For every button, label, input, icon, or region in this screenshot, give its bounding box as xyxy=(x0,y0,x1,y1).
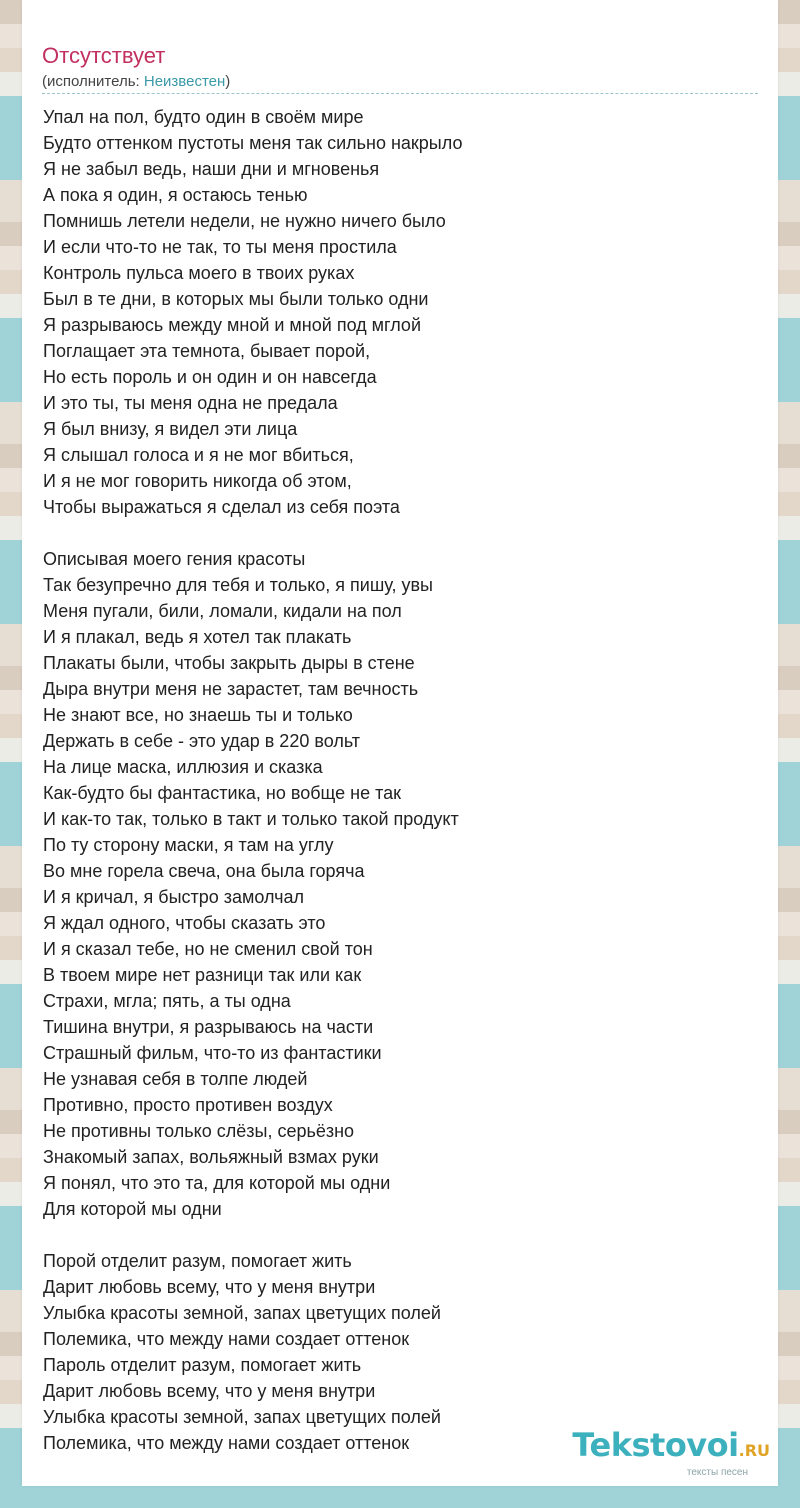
lyric-line: Не противны только слёзы, серьёзно xyxy=(43,1121,355,1141)
lyric-line: Держать в себе - это удар в 220 вольт xyxy=(43,731,361,751)
lyric-line: Полемика, что между нами создает оттенок xyxy=(43,1433,410,1453)
lyric-line: Я ждал одного, чтобы сказать это xyxy=(43,913,326,933)
lyric-line: Как-будто бы фантастика, но вобще не так xyxy=(43,783,402,803)
lyric-line: Дыра внутри меня не зарастет, там вечность xyxy=(43,679,419,699)
lyrics-card xyxy=(22,0,778,1486)
lyric-line: Помнишь летели недели, не нужно ничего было xyxy=(43,211,446,231)
lyric-line: Полемика, что между нами создает оттенок xyxy=(43,1329,410,1349)
lyric-line: В твоем мире нет разници так или как xyxy=(43,965,362,985)
logo-tagline: тексты песен xyxy=(686,1467,748,1478)
site-logo[interactable] xyxy=(572,1428,770,1478)
lyric-line: А пока я один, я остаюсь тенью xyxy=(43,185,308,205)
song-title: Отсутствует xyxy=(42,43,166,68)
lyric-line: Контроль пульса моего в твоих руках xyxy=(43,263,355,283)
lyric-line: И я сказал тебе, но не сменил свой тон xyxy=(43,939,373,959)
lyric-line: Описывая моего гения красоты xyxy=(43,549,306,569)
lyric-line: Будто оттенком пустоты меня так сильно накрыло xyxy=(43,133,463,153)
lyric-line: Знакомый запах, вольяжный взмах руки xyxy=(43,1147,379,1167)
lyric-line: Чтобы выражаться я сделал из себя поэта xyxy=(43,497,400,517)
lyric-line: Дарит любовь всему, что у меня внутри xyxy=(43,1277,376,1297)
lyric-line: Тишина внутри, я разрываюсь на части xyxy=(43,1017,374,1037)
lyric-line: И как-то так, только в такт и только такой продукт xyxy=(43,809,459,829)
lyric-line: Плакаты были, чтобы закрыть дыры в стене xyxy=(43,653,415,673)
lyric-line: Я разрываюсь между мной и мной под мглой xyxy=(43,315,421,335)
lyric-line: Страшный фильм, что-то из фантастики xyxy=(43,1043,382,1063)
lyric-line: Порой отделит разум, помогает жить xyxy=(43,1251,352,1271)
lyric-line: Так безупречно для тебя и только, я пишу, увы xyxy=(43,575,433,595)
lyrics-stanza xyxy=(43,104,763,520)
lyrics-stanza xyxy=(43,1248,763,1456)
lyric-line: Я слышал голоса и я не мог вбиться, xyxy=(43,445,354,465)
lyric-line: Не знают все, но знаешь ты и только xyxy=(43,705,353,725)
lyric-line: Но есть пороль и он один и он навсегда xyxy=(43,367,377,387)
logo-name: Tekstovoi xyxy=(572,1426,739,1464)
artist-link[interactable]: Неизвестен xyxy=(143,73,226,90)
lyric-line: Улыбка красоты земной, запах цветущих полей xyxy=(43,1303,441,1323)
lyrics-text xyxy=(43,104,763,1456)
lyric-line: Дарит любовь всему, что у меня внутри xyxy=(43,1381,376,1401)
lyric-line: И это ты, ты меня одна не предала xyxy=(43,393,338,413)
lyric-line: Я не забыл ведь, наши дни и мгновенья xyxy=(43,159,380,179)
logo-wordmark xyxy=(572,1428,770,1468)
lyric-line: Был в те дни, в которых мы были только одни xyxy=(43,289,429,309)
artist-suffix: ) xyxy=(225,73,231,90)
lyric-line: Я был внизу, я видел эти лица xyxy=(43,419,298,439)
lyrics-stanza xyxy=(43,546,763,1222)
lyric-line: Для которой мы одни xyxy=(43,1199,222,1219)
lyric-line: Страхи, мгла; пять, а ты одна xyxy=(43,991,291,1011)
logo-domain: .RU xyxy=(738,1441,770,1460)
lyric-line: Я понял, что это та, для которой мы одни xyxy=(43,1173,391,1193)
lyric-line: Улыбка красоты земной, запах цветущих полей xyxy=(43,1407,441,1427)
lyric-line: На лице маска, иллюзия и сказка xyxy=(43,757,323,777)
lyric-line: По ту сторону маски, я там на углу xyxy=(43,835,334,855)
lyric-line: И я кричал, я быстро замолчал xyxy=(43,887,305,907)
artist-prefix: (исполнитель: xyxy=(42,73,144,90)
lyric-line: И я плакал, ведь я хотел так плакать xyxy=(43,627,352,647)
lyric-line: Пароль отделит разум, помогает жить xyxy=(43,1355,362,1375)
lyric-line: Упал на пол, будто один в своём мире xyxy=(43,107,364,127)
artist-line xyxy=(42,73,230,91)
lyric-line: Во мне горела свеча, она была горяча xyxy=(43,861,365,881)
lyric-line: Поглащает эта темнота, бывает порой, xyxy=(43,341,371,361)
lyric-line: Противно, просто противен воздух xyxy=(43,1095,333,1115)
lyric-line: И если что-то не так, то ты меня простила xyxy=(43,237,397,257)
lyric-line: Меня пугали, били, ломали, кидали на пол xyxy=(43,601,402,621)
lyric-line: И я не мог говорить никогда об этом, xyxy=(43,471,352,491)
title-divider xyxy=(42,93,758,94)
lyric-line: Не узнавая себя в толпе людей xyxy=(43,1069,308,1089)
